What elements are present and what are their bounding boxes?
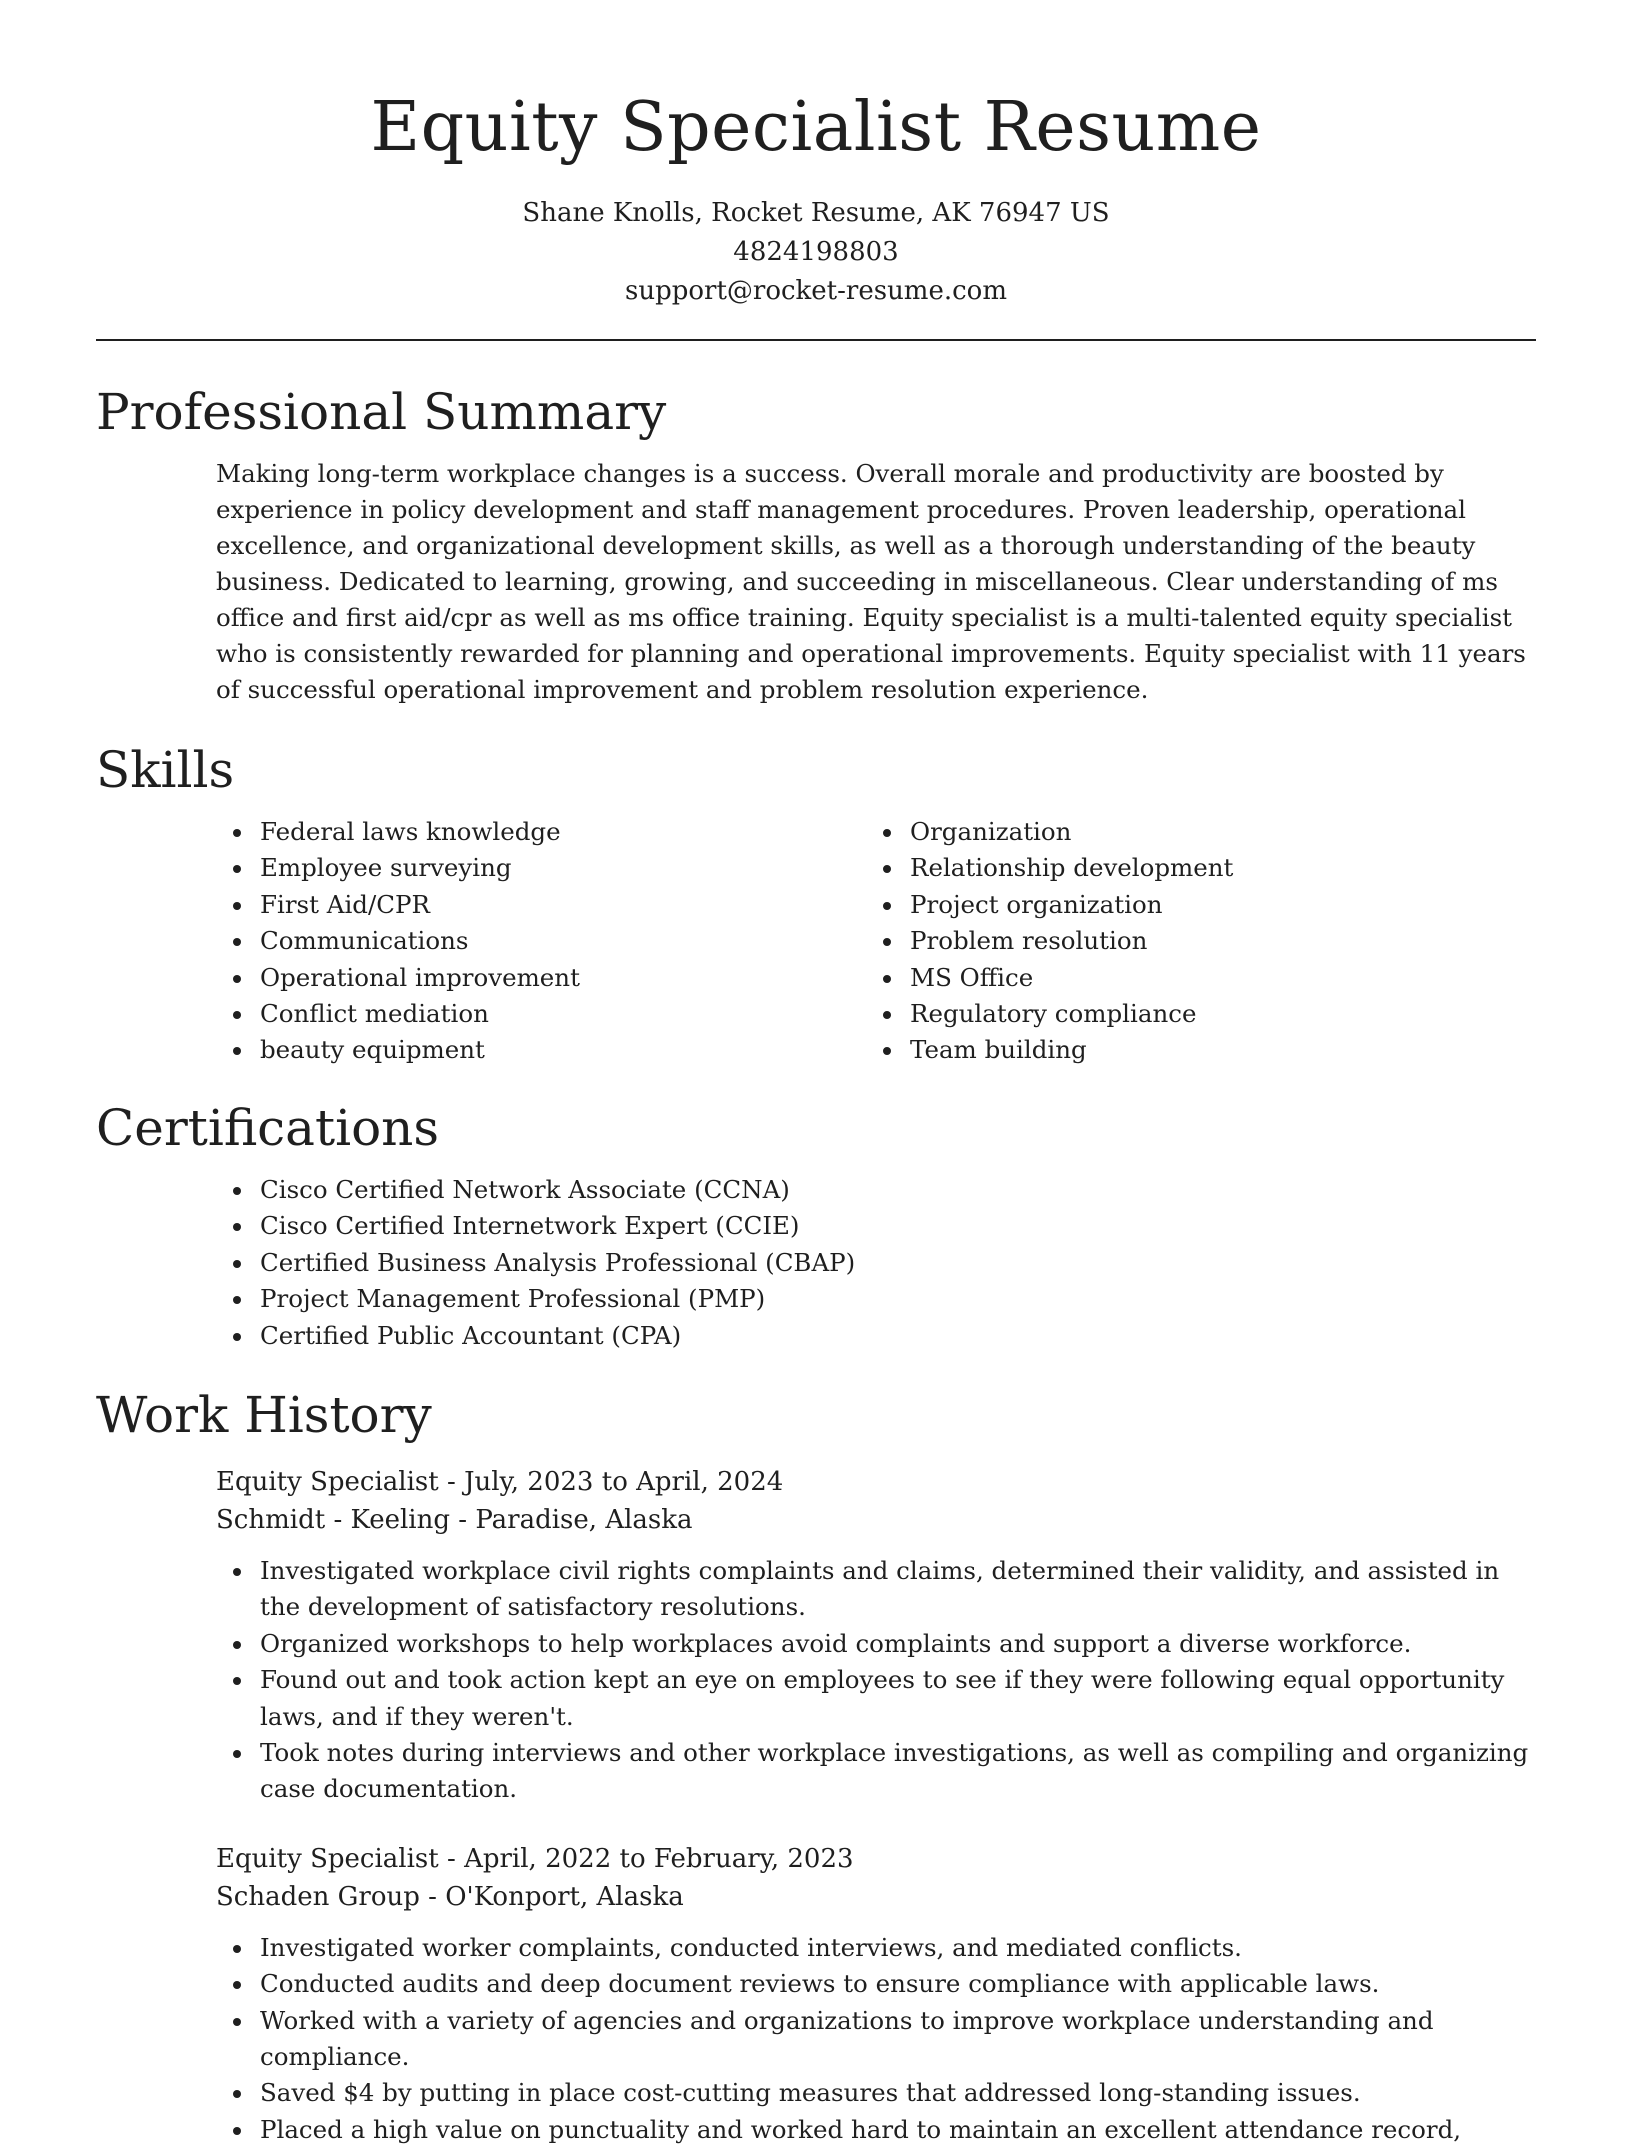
list-item: Certified Business Analysis Professional (CBAP) bbox=[216, 1245, 1536, 1281]
list-item: beauty equipment bbox=[216, 1032, 866, 1068]
list-item: Relationship development bbox=[866, 850, 1516, 886]
contact-address: Shane Knolls, Rocket Resume, AK 76947 US bbox=[522, 198, 1110, 228]
list-item: Problem resolution bbox=[866, 923, 1516, 959]
list-item: Investigated worker complaints, conducted interviews, and mediated conflicts. bbox=[216, 1930, 1536, 1966]
job-bullets bbox=[216, 1930, 1536, 2148]
job-title-line: Equity Specialist - April, 2022 to February, 2023 bbox=[216, 1843, 854, 1874]
list-item: Federal laws knowledge bbox=[216, 814, 866, 850]
certifications-section bbox=[0, 1098, 1632, 1354]
job-title-line: Equity Specialist - July, 2023 to April, 2024 bbox=[216, 1467, 784, 1497]
certifications-list bbox=[216, 1172, 1536, 1354]
list-item: Worked with a variety of agencies and organizations to improve workplace understanding and compliance. bbox=[216, 2003, 1536, 2076]
skills-heading: Skills bbox=[96, 741, 235, 799]
job-entry bbox=[216, 1463, 1536, 1808]
job-bullets bbox=[216, 1553, 1536, 1808]
job-dates: July, 2023 to April, 2024 bbox=[464, 1467, 784, 1497]
skills-list-left bbox=[216, 814, 866, 1069]
list-item: Placed a high value on punctuality and worked hard to maintain an excellent attendance record, bbox=[216, 2112, 1536, 2148]
job-company: Schmidt - Keeling bbox=[216, 1505, 451, 1535]
list-item: First Aid/CPR bbox=[216, 887, 866, 923]
list-item: Conducted audits and deep document reviews to ensure compliance with applicable laws. bbox=[216, 1966, 1536, 2002]
list-item: Saved $4 by putting in place cost-cutting measures that addressed long-standing issues. bbox=[216, 2075, 1536, 2111]
summary-section bbox=[0, 382, 1632, 708]
list-item: Conflict mediation bbox=[216, 996, 866, 1032]
list-item: Operational improvement bbox=[216, 960, 866, 996]
list-item: Certified Public Accountant (CPA) bbox=[216, 1318, 1536, 1354]
list-item: Communications bbox=[216, 923, 866, 959]
list-item: MS Office bbox=[866, 960, 1516, 996]
list-item: Cisco Certified Internetwork Expert (CCIE) bbox=[216, 1208, 1536, 1244]
job-entry bbox=[216, 1840, 1536, 2148]
skills-columns bbox=[216, 814, 1536, 1069]
list-item: Cisco Certified Network Associate (CCNA) bbox=[216, 1172, 1536, 1208]
list-item: Organized workshops to help workplaces avoid complaints and support a diverse workforce. bbox=[216, 1626, 1536, 1662]
job-dates: April, 2022 to February, 2023 bbox=[464, 1843, 854, 1874]
summary-text: Making long-term workplace changes is a success. Overall morale and productivity are boosted by experience in policy development and staff management procedures. Proven leadership, operational excellence, and organizational development skills, as well as a thorough understanding of the beauty business. Dedicated to learning, growing, and succeeding in miscellaneous. Clear understanding of ms office and first aid/cpr as well as ms office training. Equity specialist is a multi-talented equity specialist who is consistently rewarded for planning and operational improvements. Equity specialist with 11 years of successful operational improvement and problem resolution experience. bbox=[216, 459, 1526, 704]
contact-block bbox=[0, 194, 1632, 311]
list-item: Project organization bbox=[866, 887, 1516, 923]
list-item: Found out and took action kept an eye on employees to see if they were following equal opportunity laws, and if they weren't. bbox=[216, 1662, 1536, 1735]
header-divider bbox=[96, 339, 1536, 341]
list-item: Employee surveying bbox=[216, 850, 866, 886]
resume-title: Equity Specialist Resume bbox=[370, 88, 1262, 167]
list-item: Organization bbox=[866, 814, 1516, 850]
work-history-heading: Work History bbox=[96, 1386, 432, 1444]
job-location: Paradise, Alaska bbox=[475, 1505, 693, 1535]
contact-phone: 4824198803 bbox=[733, 237, 899, 267]
job-company-line: Schmidt - Keeling - Paradise, Alaska bbox=[216, 1505, 693, 1535]
skills-section bbox=[0, 740, 1632, 1069]
certifications-heading: Certifications bbox=[96, 1099, 440, 1157]
job-company: Schaden Group bbox=[216, 1881, 420, 1912]
job-title: Equity Specialist bbox=[216, 1467, 439, 1497]
list-item: Team building bbox=[866, 1032, 1516, 1068]
job-title: Equity Specialist bbox=[216, 1843, 439, 1874]
job-company-line: Schaden Group - O'Konport, Alaska bbox=[216, 1881, 684, 1912]
summary-heading: Professional Summary bbox=[96, 383, 667, 441]
list-item: Took notes during interviews and other workplace investigations, as well as compiling and organizing case documentation. bbox=[216, 1735, 1536, 1808]
resume-header bbox=[0, 0, 1632, 311]
skills-list-right bbox=[866, 814, 1516, 1069]
list-item: Project Management Professional (PMP) bbox=[216, 1281, 1536, 1317]
list-item: Regulatory compliance bbox=[866, 996, 1516, 1032]
job-location: O'Konport, Alaska bbox=[445, 1881, 684, 1912]
contact-email: support@rocket-resume.com bbox=[624, 276, 1007, 306]
list-item: Investigated workplace civil rights complaints and claims, determined their validity, and assisted in the development of satisfactory resolutions. bbox=[216, 1553, 1536, 1626]
work-history-section bbox=[0, 1385, 1632, 2148]
